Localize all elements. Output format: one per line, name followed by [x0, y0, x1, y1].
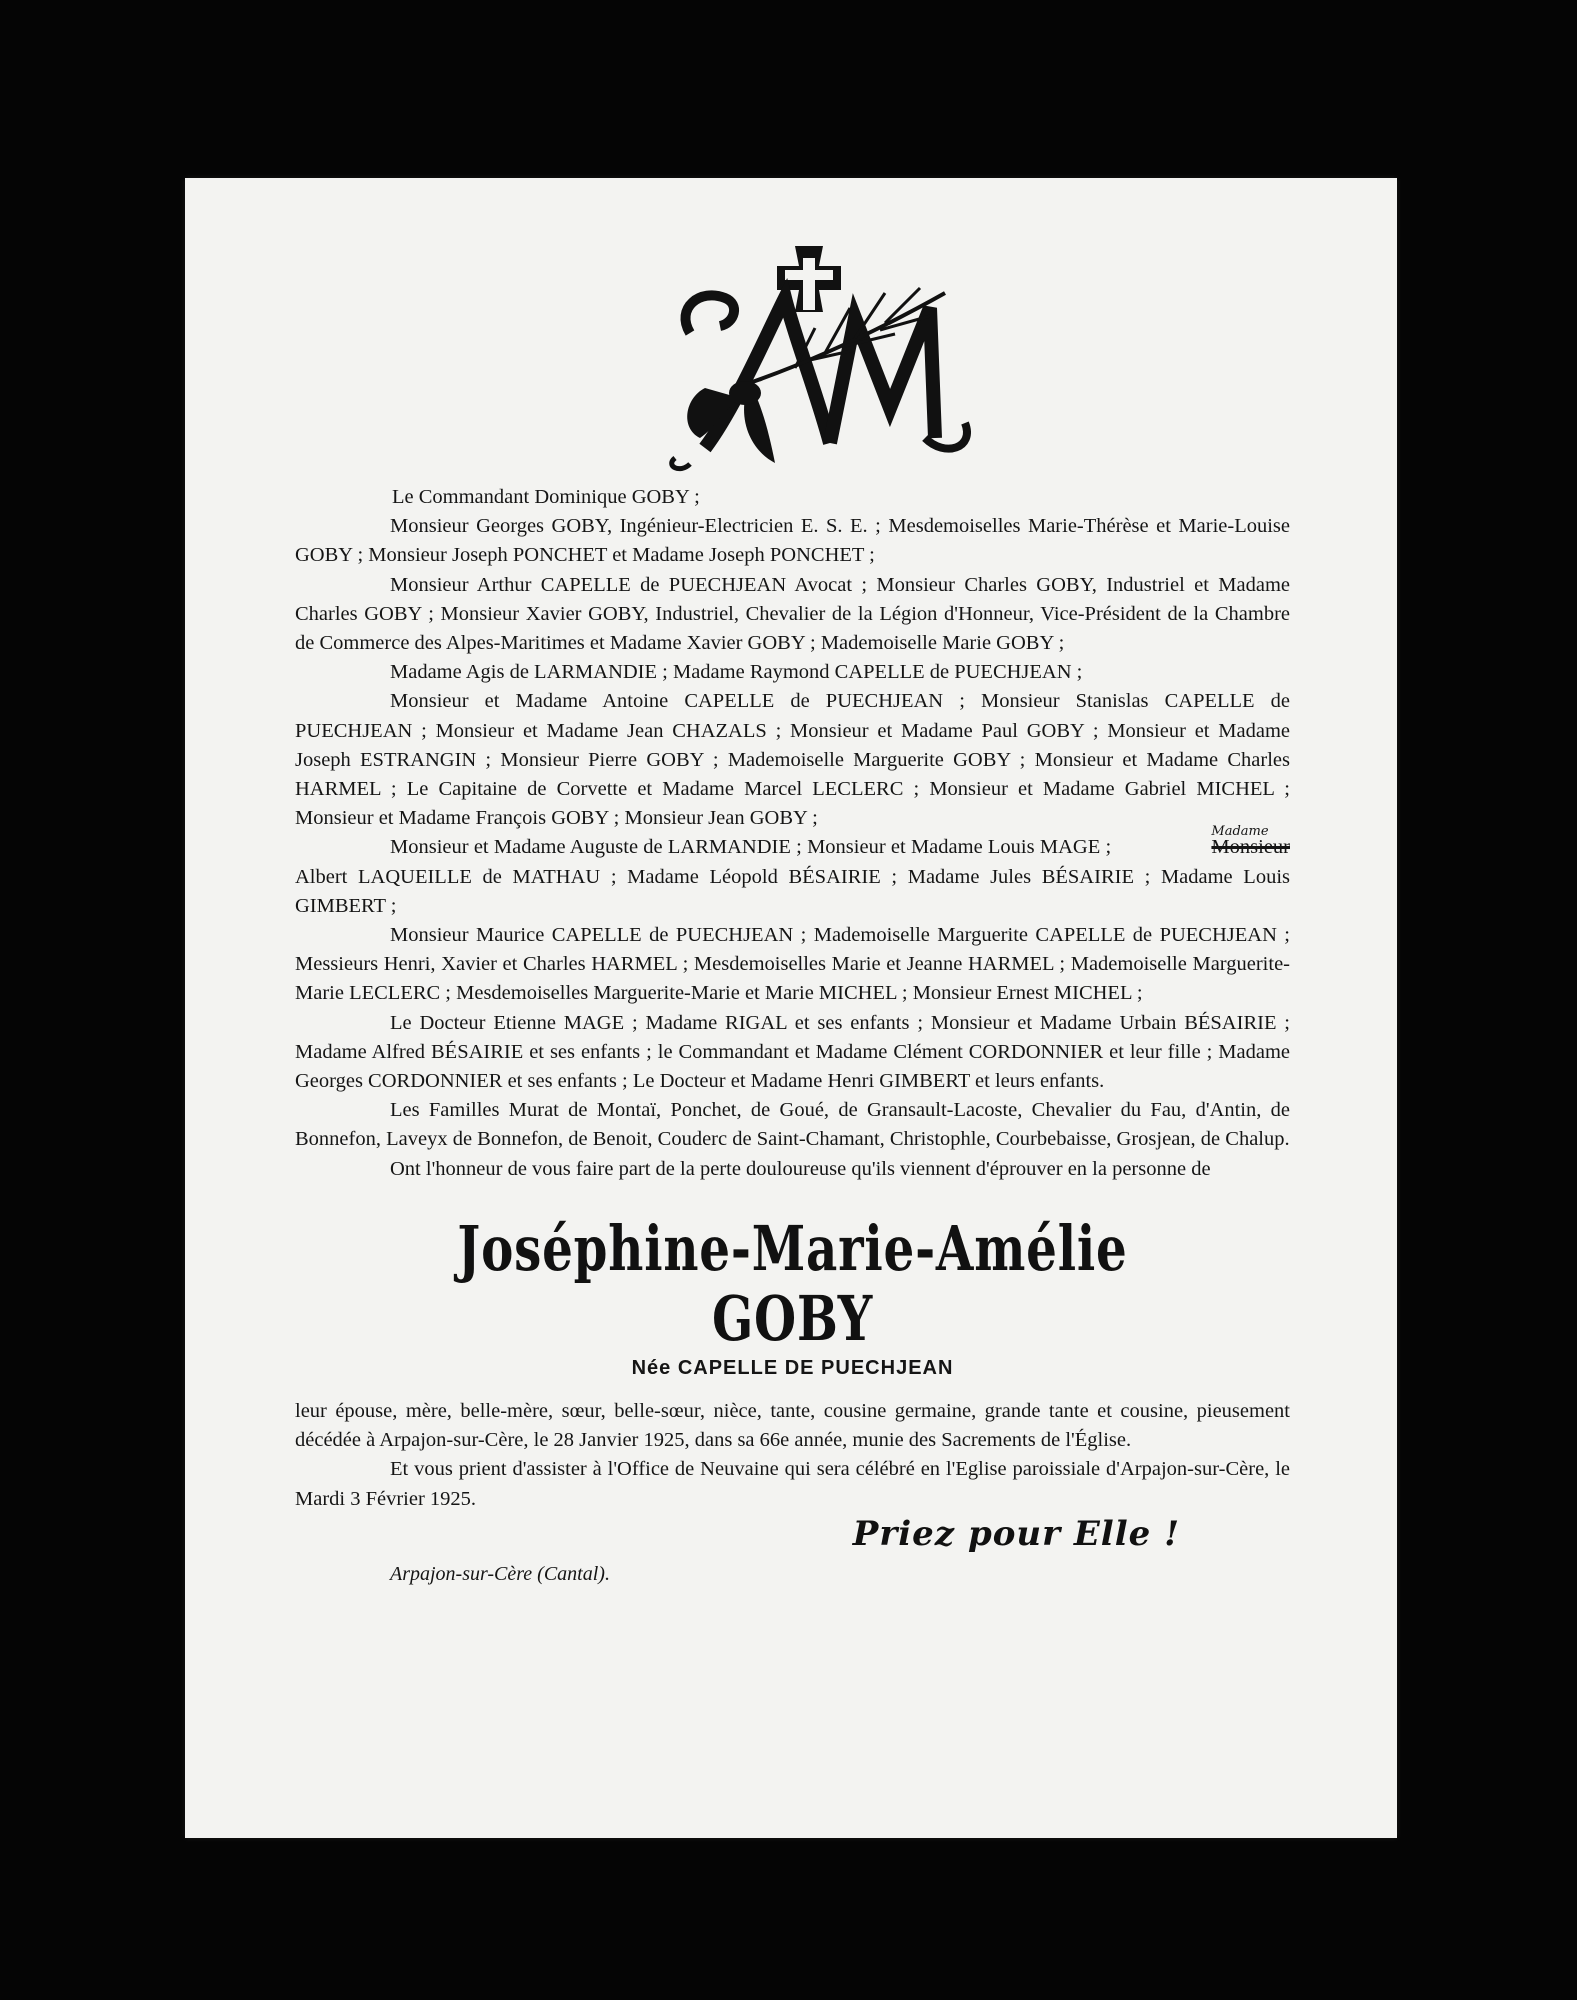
family-paragraph-1: Le Commandant Dominique GOBY ;: [392, 486, 700, 508]
family-paragraph-6-part-a: Monsieur et Madame Auguste de LARMANDIE ; Monsieur et Madame Louis MAGE ;: [390, 836, 1112, 859]
family-paragraph-8: Le Docteur Etienne MAGE ; Madame RIGAL et ses enfants ; Monsieur et Madame Urbain BÉSAIRIE ; Madame Alfred BÉSAIRIE et ses enfants ; le Commandant et Madame Clément CORDONNIER et leur fille ; Madame Georges CORDONNIER et ses enfants ; Le Docteur et Madame Henri GIMBERT et leurs enfants.: [295, 1011, 1290, 1093]
family-paragraph-2: Monsieur Georges GOBY, Ingénieur-Electricien E. S. E. ; Mesdemoiselles Marie-Thérèse et Marie-Louise GOBY ; Monsieur Joseph PONCHET et Madame Joseph PONCHET ;: [295, 515, 1290, 567]
service-paragraph: Et vous prient d'assister à l'Office de Neuvaine qui sera célébré en l'Eglise paroissiale d'Arpajon-sur-Cère, le Mardi 3 Février 1925.: [295, 1458, 1290, 1510]
family-paragraph-9: Les Familles Murat de Montaï, Ponchet, de Goué, de Gransault-Lacoste, Chevalier du Fau, d'Antin, de Bonnefon, Laveyx de Bonnefon, de Benoit, Couderc de Saint-Chamant, Christophle, Courbebaisse, Grosjean, de Chalup.: [295, 1099, 1290, 1151]
announcement-paragraph: Ont l'honneur de vous faire part de la perte douloureuse qu'ils viennent d'éprouver en la personne de: [390, 1157, 1211, 1180]
marian-monogram-emblem: [645, 238, 975, 478]
family-paragraph-4: Madame Agis de LARMANDIE ; Madame Raymond CAPELLE de PUECHJEAN ;: [390, 661, 1083, 684]
announcement-text: [295, 483, 1290, 1590]
struck-text: Monsieur: [1211, 836, 1290, 859]
deceased-name: Joséphine-Marie-Amélie GOBY: [457, 1211, 1128, 1355]
handwritten-correction-text: Madame: [1211, 824, 1269, 840]
family-paragraph-6-part-b: Albert LAQUEILLE de MATHAU ; Madame Léopold BÉSAIRIE ; Madame Jules BÉSAIRIE ; Madame Louis GIMBERT ;: [295, 865, 1290, 917]
family-paragraph-5: Monsieur et Madame Antoine CAPELLE de PUECHJEAN ; Monsieur Stanislas CAPELLE de PUECHJEAN ; Monsieur et Madame Jean CHAZALS ; Monsieur et Madame Paul GOBY ; Monsieur et Madame Joseph ESTRANGIN ; Monsieur Pierre GOBY ; Mademoiselle Marguerite GOBY ; Monsieur et Madame Charles HARMEL ; Le Capitaine de Corvette et Madame Marcel LECLERC ; Monsieur et Madame Gabriel MICHEL ; Monsieur et Madame François GOBY ; Monsieur Jean GOBY ;: [295, 690, 1290, 830]
announcement-sheet: [185, 178, 1397, 1838]
maiden-name: Née CAPELLE DE PUECHJEAN: [631, 1356, 954, 1379]
place-line: Arpajon-sur-Cère (Cantal).: [390, 1562, 610, 1585]
family-paragraph-7: Monsieur Maurice CAPELLE de PUECHJEAN ; Mademoiselle Marguerite CAPELLE de PUECHJEAN ; Messieurs Henri, Xavier et Charles HARMEL ; Mesdemoiselles Marie et Jeanne HARMEL ; Mademoiselle Marguerite-Marie LECLERC ; Mesdemoiselles Marguerite-Marie et Marie MICHEL ; Monsieur Ernest MICHEL ;: [295, 924, 1290, 1005]
family-paragraph-6: [295, 824, 1290, 921]
closing-row: [295, 1513, 1290, 1590]
prayer-line: Priez pour Elle !: [852, 1513, 1180, 1554]
death-details-paragraph: leur épouse, mère, belle-mère, sœur, belle-sœur, nièce, tante, cousine germaine, grande tante et cousine, pieusement décédée à Arpajon-sur-Cère, le 28 Janvier 1925, dans sa 66e année, munie des Sacrements de l'Église.: [295, 1400, 1290, 1452]
handwritten-correction: [1116, 824, 1290, 862]
family-paragraph-3: Monsieur Arthur CAPELLE de PUECHJEAN Avocat ; Monsieur Charles GOBY, Industriel et Madame Charles GOBY ; Monsieur Xavier GOBY, Industriel, Chevalier de la Légion d'Honneur, Vice-Président de la Chambre de Commerce des Alpes-Maritimes et Madame Xavier GOBY ; Mademoiselle Marie GOBY ;: [295, 573, 1290, 655]
